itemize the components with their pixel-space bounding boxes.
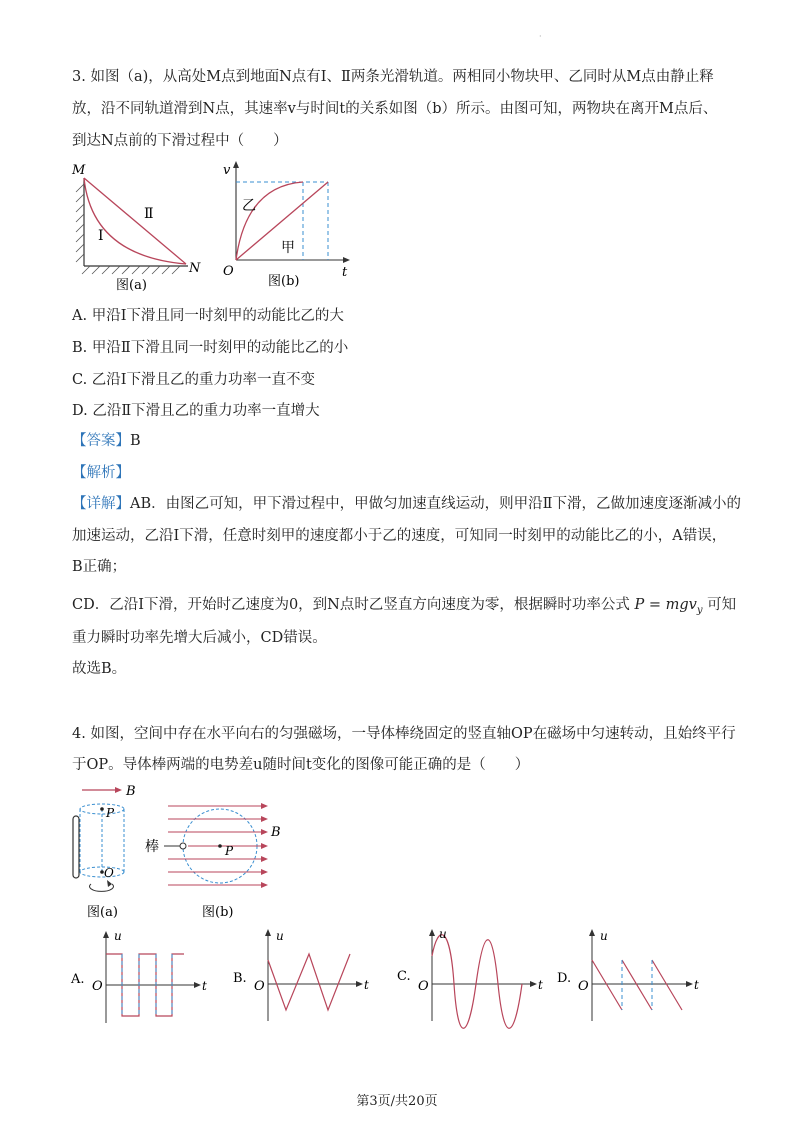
- option-a-o-label: O: [92, 979, 103, 994]
- cd-text-tail: 可知: [707, 597, 737, 613]
- option-a-letter: A.: [71, 972, 85, 987]
- q4-stem-line-2: 于OP。导体棒两端的电势差u随时间t变化的图像可能正确的是（ ）: [72, 757, 530, 773]
- conductor-rod: [73, 816, 79, 878]
- option-d-u-label: u: [600, 929, 608, 943]
- label-track-1: Ⅰ: [98, 228, 104, 244]
- option-b-letter: B.: [233, 971, 247, 986]
- q3-analysis-label: [72, 463, 130, 483]
- header-mark: ·: [539, 32, 542, 41]
- q3-detail-line-2: 加速运动，乙沿Ⅰ下滑，任意时刻甲的速度都小于乙的速度，可知同一时刻甲的动能比乙的小，A错误，: [72, 528, 727, 544]
- q3-option-b: B. 甲沿Ⅱ下滑且同一时刻甲的动能比乙的小: [72, 340, 349, 356]
- q3-detail-line-1: [72, 494, 741, 514]
- q4-option-c-graph: [392, 926, 552, 1026]
- q3-option-c: C. 乙沿Ⅰ下滑且乙的重力功率一直不变: [72, 372, 316, 388]
- sine-wave: [432, 935, 522, 1029]
- q3-conclusion: 故选B。: [72, 661, 127, 677]
- q4-fig-b-caption: 图(b): [202, 905, 234, 920]
- rod-label: 棒: [145, 839, 159, 855]
- option-b-o-label: O: [254, 979, 265, 994]
- q3-answer: [72, 431, 141, 451]
- q4-option-a-graph: [66, 928, 226, 1028]
- q4-figure-b: [140, 800, 290, 920]
- track-2-line: [84, 178, 186, 264]
- page-footer: 第3页/共20页: [356, 1094, 438, 1109]
- fig-b-caption: 图(b): [268, 274, 300, 289]
- option-c-u-label: u: [439, 927, 447, 941]
- q3-stem-line-2: 放，沿不同轨道滑到N点，其速率v与时间t的关系如图（b）所示。由图可知，两物块在离开M点后、: [72, 101, 718, 117]
- answer-label: 【答案】: [72, 433, 130, 449]
- option-b-t-label: t: [364, 978, 369, 992]
- option-d-o-label: O: [578, 979, 589, 994]
- sawtooth-wave: [592, 960, 682, 1010]
- label-yi: 乙: [242, 198, 256, 214]
- q4-option-b-graph: [228, 926, 388, 1026]
- label-jia: 甲: [281, 240, 295, 256]
- q4-fig-a-caption: 图(a): [87, 905, 118, 920]
- label-m: M: [72, 163, 86, 178]
- detail-text-1: AB．由图乙可知，甲下滑过程中，甲做匀加速直线运动，则甲沿Ⅱ下滑，乙做加速度逐渐减小的: [130, 496, 741, 512]
- triangle-wave: [268, 954, 350, 1010]
- axis-v-label: v: [223, 163, 231, 178]
- answer-value: B: [130, 433, 141, 449]
- option-d-t-label: t: [694, 978, 699, 992]
- point-o-label: O: [104, 866, 114, 880]
- option-c-t-label: t: [538, 978, 543, 992]
- option-d-letter: D.: [557, 971, 572, 986]
- q3-option-a: A. 甲沿Ⅰ下滑且同一时刻甲的动能比乙的大: [72, 308, 344, 324]
- rod-cross-section: [180, 843, 186, 849]
- center-p-label: P: [225, 844, 234, 858]
- detail-label: 【详解】: [72, 496, 130, 512]
- analysis-label: 【解析】: [72, 465, 130, 481]
- point-p-label: P: [106, 806, 115, 820]
- q3-figure-a: [70, 158, 210, 296]
- origin-label: O: [223, 264, 234, 279]
- field-b-label-2: B: [271, 825, 281, 840]
- option-a-u-label: u: [114, 929, 122, 943]
- fig-a-caption: 图(a): [116, 278, 147, 293]
- q3-stem-line-3: 到达N点前的下滑过程中（ ）: [72, 133, 288, 149]
- label-track-2: Ⅱ: [144, 206, 154, 222]
- option-a-t-label: t: [202, 979, 207, 993]
- option-c-o-label: O: [418, 979, 429, 994]
- q3-option-d: D. 乙沿Ⅱ下滑且乙的重力功率一直增大: [72, 403, 320, 419]
- q4-option-d-graph: [556, 926, 716, 1026]
- q4-stem-line-1: 4. 如图，空间中存在水平向右的匀强磁场，一导体棒绕固定的竖直轴OP在磁场中匀速转动，且始终平行: [72, 726, 736, 742]
- option-c-letter: C.: [397, 969, 411, 984]
- power-formula-subscript: y: [696, 604, 703, 616]
- q3-figure-b: [218, 158, 358, 296]
- q3-stem-line-1: 3. 如图（a)，从高处M点到地面N点有Ⅰ、Ⅱ两条光滑轨道。两相同小物块甲、乙同时从M点由静止释: [72, 69, 714, 85]
- q3-cd-line-2: 重力瞬时功率先增大后减小，CD错误。: [72, 630, 327, 646]
- option-b-u-label: u: [276, 929, 284, 943]
- axis-t-label: t: [342, 265, 348, 280]
- cd-text: CD．乙沿Ⅰ下滑，开始时乙速度为0，到N点时乙竖直方向速度为零，根据瞬时功率公式: [72, 597, 630, 613]
- label-n: N: [189, 261, 201, 276]
- q3-cd-line-1: [72, 595, 736, 621]
- field-b-label: B: [126, 784, 136, 799]
- power-formula: P = mgv: [634, 597, 697, 613]
- q3-detail-line-3: B正确；: [72, 559, 127, 575]
